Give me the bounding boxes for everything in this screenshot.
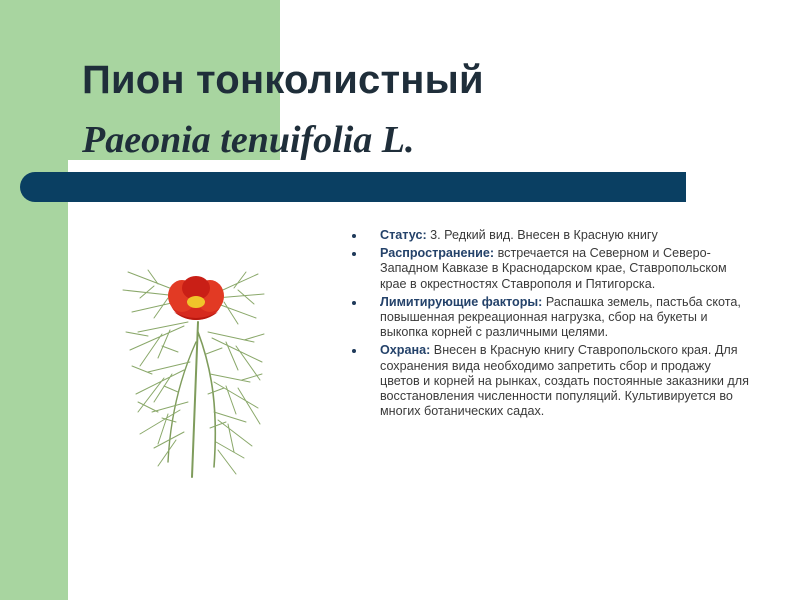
fact-label: Охрана: xyxy=(380,343,431,358)
slide-subtitle-latin: Paeonia tenuifolia L. xyxy=(82,119,415,161)
fact-limiting-factors xyxy=(350,295,750,341)
fact-list xyxy=(350,228,750,422)
peony-flower xyxy=(168,276,224,320)
peony-plant-illustration xyxy=(118,262,268,482)
fact-text: встречается на Северном и Северо-Западном Кавказе в Краснодарском крае, Ставропольском крае в окрестностях Ставрополя и Пятигорска. xyxy=(380,246,727,291)
fact-label: Статус: xyxy=(380,228,427,242)
title-divider-bar xyxy=(20,172,670,202)
divider-bar-body xyxy=(38,172,686,202)
fact-text: 3. Редкий вид. Внесен в Красную книгу xyxy=(426,228,658,242)
fact-protection xyxy=(350,343,750,419)
fact-distribution xyxy=(350,246,750,292)
fact-status xyxy=(350,228,750,243)
fact-label: Лимитирующие факторы: xyxy=(380,294,543,309)
slide-title: Пион тонколистный xyxy=(82,58,484,102)
fact-text: Внесен в Красную книгу Ставропольского края. Для сохранения вида необходимо запретить сбор и продажу цветов и корней на рынках, создать постоянные заказники для восстановления численности популяций. Культивируется во многих ботанических садах. xyxy=(380,343,749,419)
fact-text: Распашка земель, пастьба скота, повышенная рекреационная нагрузка, сбор на букеты и выкопка корней с различными целями. xyxy=(380,294,741,340)
fact-label: Распространение: xyxy=(380,246,495,261)
